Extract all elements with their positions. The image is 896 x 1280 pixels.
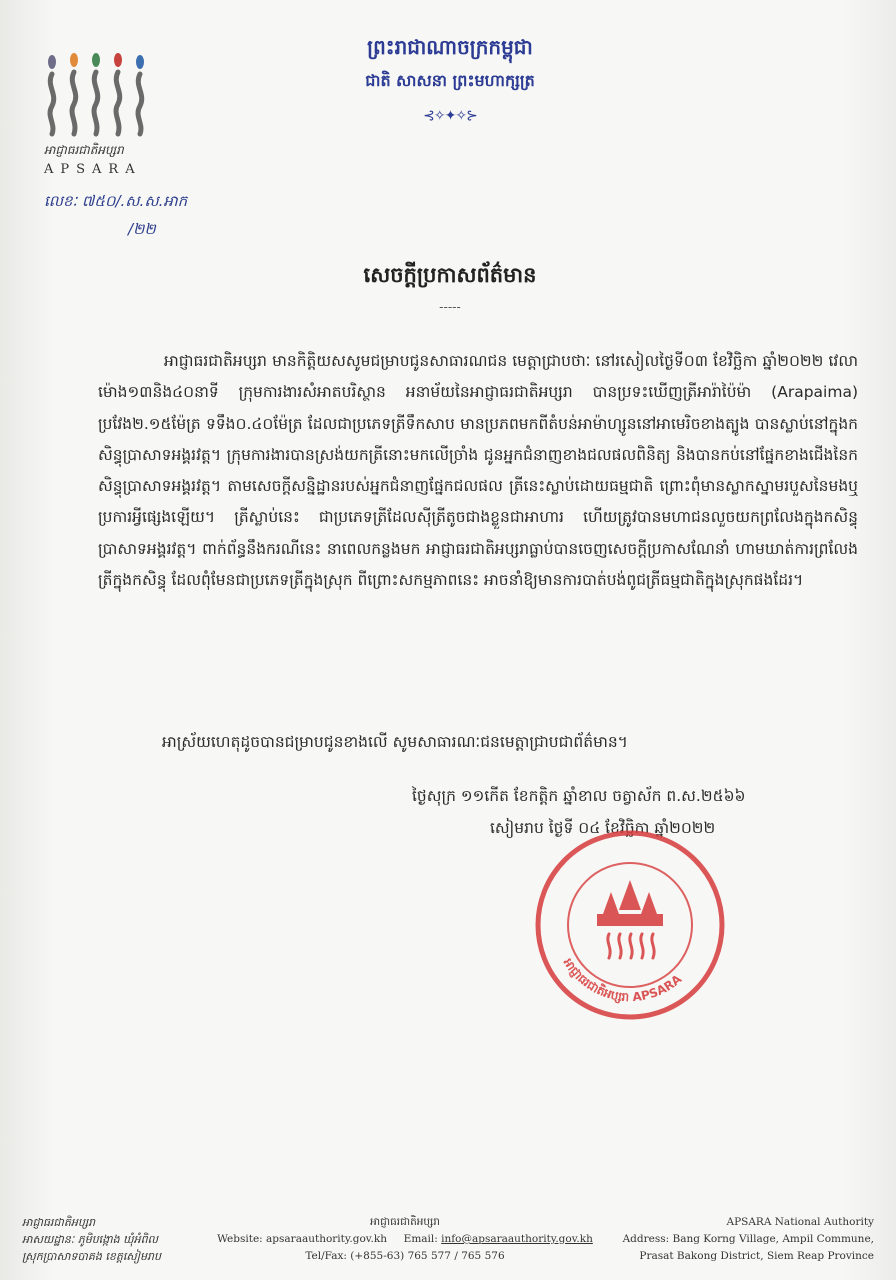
logo-english-name: APSARA (44, 162, 142, 177)
footer-left-line: ស្រុកប្រាសាទបាគង ខេត្តសៀមរាប (22, 1250, 162, 1263)
footer-right (623, 1214, 874, 1265)
document-title: សេចក្តីប្រកាសព័ត៌មាន (363, 263, 537, 287)
footer-left (22, 1214, 161, 1265)
closing-statement: អាស្រ័យហេតុដូចបានជម្រាបជូនខាងលើ សូមសាធារណៈជនមេត្តាជ្រាបជាព័ត៌មាន។ (162, 733, 628, 751)
footer-contact-line (210, 1231, 600, 1248)
reference-number: លេខៈ ៧៥០/.ស.ស.អាក (44, 192, 188, 210)
title-underline: ----- (439, 300, 461, 314)
email-link[interactable]: info@apsaraauthority.gov.kh (441, 1233, 593, 1245)
footer-middle (210, 1214, 600, 1265)
seal-flames-icon (608, 934, 654, 958)
seal-text: អាជ្ញាធរជាតិអប្សរា APSARA (560, 955, 685, 1005)
kingdom-heading: ព្រះរាជាណាចក្រកម្ពុជា (367, 35, 533, 59)
email-label: Email: (403, 1233, 438, 1245)
website-text[interactable]: Website: apsaraauthority.gov.kh (217, 1233, 387, 1245)
footer-left-line: អាសយដ្ឋានៈ ភូមិបង្កោង ឃុំអំពិល (22, 1233, 159, 1246)
apsara-flames-icon (42, 50, 162, 140)
official-seal (533, 828, 727, 1022)
ornament-divider: ⊰✧✦✧⊱ (423, 108, 477, 124)
footer-right-line: Address: Bang Korng Village, Ampil Commune, (622, 1233, 874, 1245)
logo-khmer-name: អាជ្ញាធរជាតិអប្សរា (44, 143, 124, 157)
apsara-logo (36, 50, 166, 177)
lunar-date: ថ្ងៃសុក្រ ១១កើត ខែកត្តិក ឆ្នាំខាល ចត្វាស័ក ព.ស.២៥៦៦ (412, 787, 746, 805)
national-motto: ជាតិ សាសនា ព្រះមហាក្សត្រ (365, 71, 535, 90)
footer-middle-khmer: អាជ្ញាធរជាតិអប្សរា (370, 1216, 440, 1228)
reference-year: /២២ (128, 220, 156, 238)
solar-date: សៀមរាប ថ្ងៃទី ០៤ ខែវិច្ឆិកា ឆ្នាំ២០២២ (490, 819, 716, 837)
footer-right-line: APSARA National Authority (726, 1216, 874, 1228)
footer-right-line: Prasat Bakong District, Siem Reap Province (639, 1250, 874, 1262)
footer-left-line: អាជ្ញាធរជាតិអប្សរា (22, 1216, 96, 1229)
telfax-text: Tel/Fax: (+855-63) 765 577 / 765 576 (305, 1250, 505, 1262)
announcement-body: អាជ្ញាធរជាតិអប្សរា មានកិត្តិយសសូមជម្រាបជូនសាធារណជន មេត្តាជ្រាបថាៈ នៅរសៀលថ្ងៃទី០៣ ខែវិច្ឆិកា ឆ្នាំ២០២២ វេលាម៉ោង១៣និង៤០នាទី ក្រុមការងារសំអាតបរិស្ថាន អនាម័យនៃអាជ្ញាធរជាតិអប្សរា បានប្រទះឃើញត្រីអារ៉ាប៉ៃម៉ា (Arapaima) ប្រវែង២.១៥ម៉ែត្រ ទទឹង០.៤០ម៉ែត្រ ដែលជាប្រភេទត្រីទឹកសាប មានប្រភពមកពីតំបន់អាម៉ាហ្សូននៅអាមេរិចខាងត្បូង បានស្លាប់នៅក្នុងកសិន្ធុប្រាសាទអង្គរវត្ត។ ក្រុមការងារបានស្រង់យកត្រីនោះមកលើច្រាំង ជូនអ្នកជំនាញខាងជលផលពិនិត្យ និងបានកប់នៅផ្នែកខាងជើងនៃកសិន្ធុប្រាសាទអង្គរវត្ត។ តាមសេចក្តីសន្និដ្ឋានរបស់អ្នកជំនាញផ្នែកជលផល ត្រីនេះស្លាប់ដោយធម្មជាតិ ព្រោះពុំមានស្លាកស្នាមរបួសនៃមងឬប្រការអ្វីផ្សេងឡើយ។ ត្រីស្លាប់នេះ ជាប្រភេទត្រីដែលស៊ីត្រីតូចជាងខ្លួនជាអាហារ ហើយត្រូវបានមហាជនលួចយកព្រលែងក្នុងកសិន្ធុប្រាសាទអង្គរវត្ត។ ពាក់ព័ន្ធនឹងករណីនេះ នាពេលកន្លងមក អាជ្ញាធរជាតិអប្សរាធ្លាប់បានចេញសេចក្តីប្រកាសណែនាំ ហាមឃាត់ការព្រលែងត្រីក្នុងកសិន្ធុ ដែលពុំមែនជាប្រភេទត្រីក្នុងស្រុក ពីព្រោះសកម្មភាពនេះ អាចនាំឱ្យមានការបាត់បង់ពូជត្រីធម្មជាតិក្នុងស្រុកផងដែរ។ (98, 352, 858, 590)
angkor-temple-icon (597, 880, 663, 926)
